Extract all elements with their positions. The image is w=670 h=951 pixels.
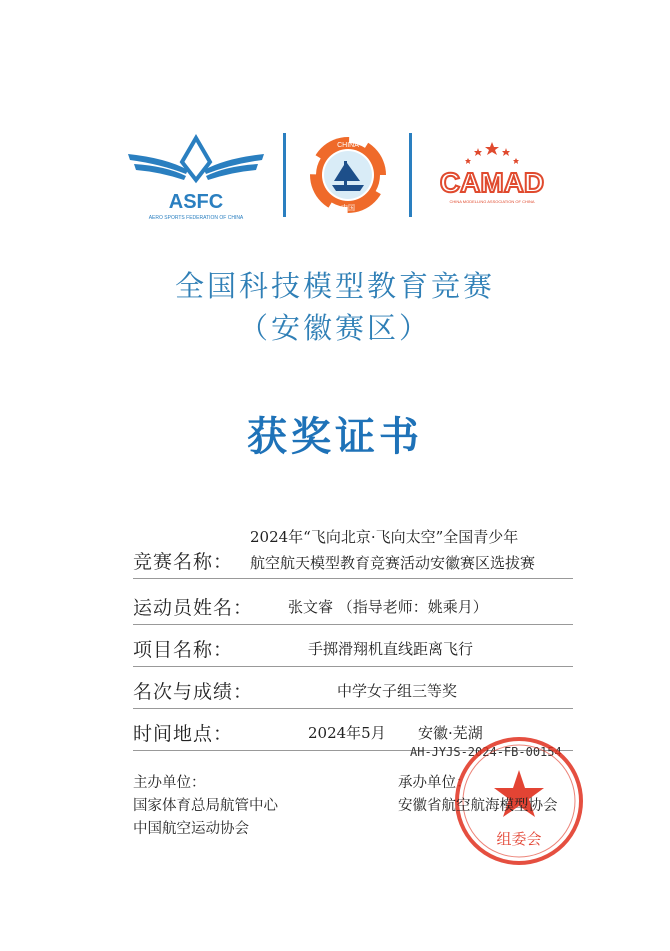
project-name-value: 手掷滑翔机直线距离飞行 bbox=[308, 640, 474, 658]
athlete-name-value: 张文睿 （指导老师：姚乘月） bbox=[288, 598, 488, 616]
china-badge-top-text: CHINA bbox=[337, 142, 359, 149]
time-place-label: 时间地点： bbox=[133, 723, 234, 745]
competition-name-value-line2: 航空航天模型教育竞赛活动安徽赛区选拔赛 bbox=[250, 554, 536, 572]
organizer-2: 中国航空运动协会 bbox=[133, 821, 249, 837]
competition-title: 全国科技模型教育竞赛 bbox=[174, 269, 495, 303]
organizer-1: 国家体育总局航管中心 bbox=[133, 798, 278, 814]
asfc-logo-text: ASFC bbox=[168, 191, 224, 213]
host-label: 承办单位： bbox=[398, 775, 471, 791]
athlete-name-label: 运动员姓名： bbox=[133, 597, 254, 619]
rank-result-value: 中学女子组三等奖 bbox=[337, 682, 458, 700]
time-value: 2024年5月 bbox=[308, 724, 386, 742]
competition-name-value-line1: 2024年“飞向北京·飞向太空”全国青少年 bbox=[250, 528, 519, 546]
competition-name-label: 竞赛名称： bbox=[133, 551, 234, 573]
logo-divider-right bbox=[409, 133, 412, 217]
competition-region: （安徽赛区） bbox=[238, 311, 431, 345]
seal-bottom-text: 组委会 bbox=[496, 830, 542, 848]
certificate-title: 获奖证书 bbox=[247, 414, 423, 460]
certificate-serial-number: AH-JYJS-2024-FB-00154 bbox=[410, 745, 562, 759]
logo-divider-left bbox=[283, 133, 286, 217]
camad-logo bbox=[440, 140, 544, 210]
place-value: 安徽·芜湖 bbox=[418, 724, 483, 742]
asfc-logo bbox=[126, 132, 266, 222]
camad-logo-text: CAMAD bbox=[440, 167, 544, 198]
competition-name-row bbox=[133, 522, 573, 579]
asfc-logo-tagline: AERO SPORTS FEDERATION OF CHINA bbox=[148, 215, 244, 221]
rank-result-row bbox=[133, 672, 573, 709]
organizer-label: 主办单位： bbox=[133, 775, 206, 791]
host-organization: 安徽省航空航海模型协会 bbox=[398, 798, 558, 814]
china-navigation-logo bbox=[306, 133, 390, 217]
china-badge-bottom-text: 中国 bbox=[341, 204, 355, 212]
camad-logo-tagline: CHINA MODELLING ASSOCIATION OF CHINA bbox=[449, 199, 535, 204]
project-name-row bbox=[133, 630, 573, 667]
project-name-label: 项目名称： bbox=[133, 639, 234, 661]
athlete-name-row bbox=[133, 588, 573, 625]
rank-result-label: 名次与成绩： bbox=[133, 681, 254, 703]
